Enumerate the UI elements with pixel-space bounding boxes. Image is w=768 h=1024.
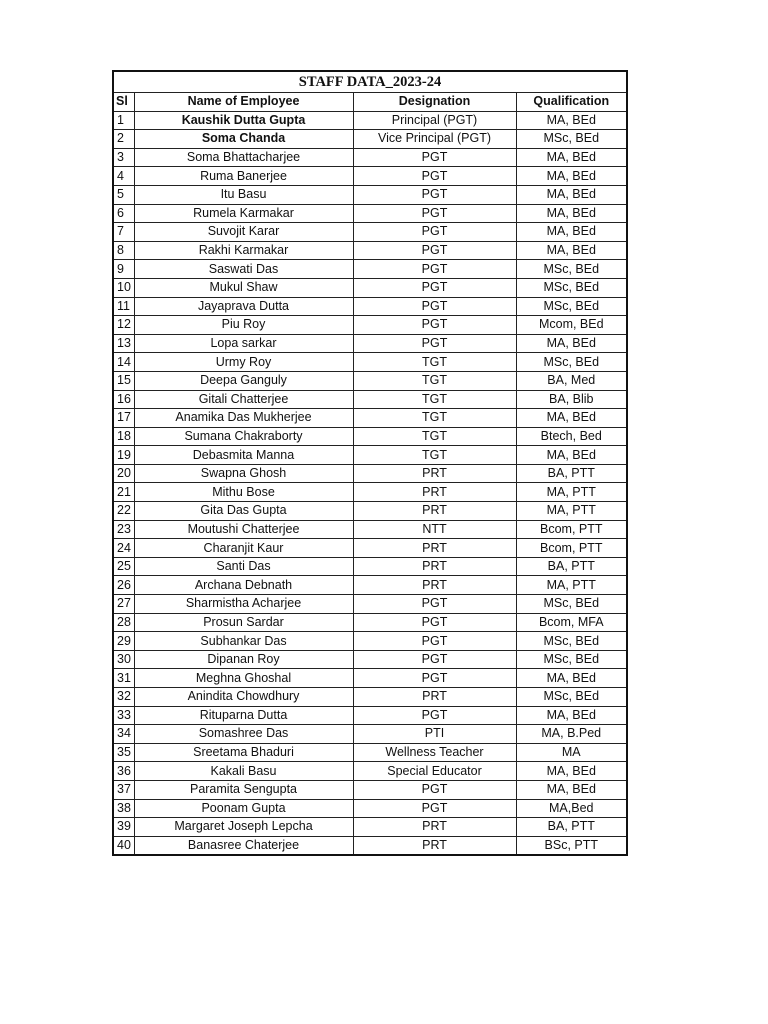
cell-name: Mithu Bose (134, 483, 353, 502)
cell-designation: PGT (353, 185, 516, 204)
cell-sl: 15 (113, 371, 134, 390)
cell-qualification: MA, B.Ped (516, 725, 627, 744)
table-row (113, 557, 627, 576)
cell-designation: PGT (353, 260, 516, 279)
cell-name: Subhankar Das (134, 632, 353, 651)
cell-sl: 36 (113, 762, 134, 781)
cell-name: Santi Das (134, 557, 353, 576)
table-row (113, 427, 627, 446)
cell-qualification: MSc, BEd (516, 595, 627, 614)
table-row (113, 148, 627, 167)
table-row (113, 836, 627, 855)
cell-name: Anamika Das Mukherjee (134, 409, 353, 428)
cell-qualification: BA, PTT (516, 464, 627, 483)
cell-name: Piu Roy (134, 316, 353, 335)
cell-sl: 17 (113, 409, 134, 428)
cell-designation: PGT (353, 799, 516, 818)
cell-name: Rituparna Dutta (134, 706, 353, 725)
cell-designation: PRT (353, 836, 516, 855)
cell-sl: 4 (113, 167, 134, 186)
cell-sl: 26 (113, 576, 134, 595)
table-row (113, 762, 627, 781)
cell-name: Rumela Karmakar (134, 204, 353, 223)
cell-name: Margaret Joseph Lepcha (134, 818, 353, 837)
cell-designation: Vice Principal (PGT) (353, 130, 516, 149)
cell-name: Dipanan Roy (134, 650, 353, 669)
table-row (113, 632, 627, 651)
cell-designation: PRT (353, 502, 516, 521)
cell-qualification: MA, BEd (516, 167, 627, 186)
cell-sl: 25 (113, 557, 134, 576)
cell-sl: 5 (113, 185, 134, 204)
cell-qualification: MSc, BEd (516, 353, 627, 372)
table-row (113, 502, 627, 521)
cell-name: Saswati Das (134, 260, 353, 279)
cell-designation: PRT (353, 688, 516, 707)
cell-sl: 2 (113, 130, 134, 149)
cell-name: Poonam Gupta (134, 799, 353, 818)
cell-name: Sumana Chakraborty (134, 427, 353, 446)
cell-designation: PTI (353, 725, 516, 744)
cell-qualification: MA, BEd (516, 111, 627, 130)
cell-name: Jayaprava Dutta (134, 297, 353, 316)
cell-qualification: Bcom, PTT (516, 520, 627, 539)
cell-name: Mukul Shaw (134, 278, 353, 297)
cell-sl: 38 (113, 799, 134, 818)
cell-name: Banasree Chaterjee (134, 836, 353, 855)
cell-name: Prosun Sardar (134, 613, 353, 632)
table-row (113, 223, 627, 242)
cell-name: Soma Bhattacharjee (134, 148, 353, 167)
table-row (113, 520, 627, 539)
cell-sl: 27 (113, 595, 134, 614)
cell-qualification: MA, BEd (516, 409, 627, 428)
table-row (113, 818, 627, 837)
table-row (113, 539, 627, 558)
cell-designation: TGT (353, 353, 516, 372)
header-designation: Designation (353, 93, 516, 112)
cell-name: Soma Chanda (134, 130, 353, 149)
cell-qualification: MSc, BEd (516, 297, 627, 316)
cell-sl: 7 (113, 223, 134, 242)
cell-qualification: MA (516, 743, 627, 762)
cell-designation: TGT (353, 390, 516, 409)
table-row (113, 743, 627, 762)
cell-sl: 28 (113, 613, 134, 632)
cell-name: Urmy Roy (134, 353, 353, 372)
cell-designation: PGT (353, 278, 516, 297)
cell-qualification: MA, BEd (516, 148, 627, 167)
cell-qualification: MA, BEd (516, 204, 627, 223)
staff-data-sheet (112, 70, 626, 856)
cell-qualification: BA, PTT (516, 818, 627, 837)
table-row (113, 650, 627, 669)
table-row (113, 576, 627, 595)
cell-sl: 9 (113, 260, 134, 279)
cell-designation: Special Educator (353, 762, 516, 781)
cell-qualification: MA, BEd (516, 780, 627, 799)
cell-qualification: MA, BEd (516, 446, 627, 465)
header-name: Name of Employee (134, 93, 353, 112)
cell-name: Kaushik Dutta Gupta (134, 111, 353, 130)
cell-name: Sreetama Bhaduri (134, 743, 353, 762)
cell-designation: TGT (353, 371, 516, 390)
cell-name: Moutushi Chatterjee (134, 520, 353, 539)
table-row (113, 353, 627, 372)
cell-qualification: MA, BEd (516, 706, 627, 725)
table-header-row (113, 93, 627, 112)
cell-designation: PRT (353, 483, 516, 502)
cell-sl: 39 (113, 818, 134, 837)
cell-qualification: Mcom, BEd (516, 316, 627, 335)
cell-designation: PGT (353, 241, 516, 260)
cell-sl: 11 (113, 297, 134, 316)
cell-designation: PGT (353, 669, 516, 688)
cell-sl: 30 (113, 650, 134, 669)
cell-sl: 29 (113, 632, 134, 651)
cell-name: Meghna Ghoshal (134, 669, 353, 688)
cell-qualification: MA, BEd (516, 185, 627, 204)
cell-qualification: MSc, BEd (516, 688, 627, 707)
header-qualification: Qualification (516, 93, 627, 112)
cell-designation: TGT (353, 427, 516, 446)
cell-qualification: MA, PTT (516, 483, 627, 502)
table-row (113, 185, 627, 204)
table-row (113, 278, 627, 297)
cell-sl: 1 (113, 111, 134, 130)
cell-name: Lopa sarkar (134, 334, 353, 353)
cell-sl: 34 (113, 725, 134, 744)
cell-qualification: MA, BEd (516, 223, 627, 242)
cell-designation: PGT (353, 297, 516, 316)
cell-designation: PGT (353, 223, 516, 242)
cell-sl: 33 (113, 706, 134, 725)
cell-name: Kakali Basu (134, 762, 353, 781)
cell-name: Suvojit Karar (134, 223, 353, 242)
table-row (113, 130, 627, 149)
cell-qualification: MSc, BEd (516, 278, 627, 297)
table-row (113, 204, 627, 223)
table-row (113, 241, 627, 260)
cell-name: Archana Debnath (134, 576, 353, 595)
cell-designation: Wellness Teacher (353, 743, 516, 762)
cell-name: Anindita Chowdhury (134, 688, 353, 707)
table-row (113, 780, 627, 799)
cell-sl: 19 (113, 446, 134, 465)
cell-qualification: MSc, BEd (516, 260, 627, 279)
cell-qualification: Bcom, PTT (516, 539, 627, 558)
cell-qualification: MSc, BEd (516, 650, 627, 669)
cell-designation: PGT (353, 334, 516, 353)
table-row (113, 316, 627, 335)
cell-designation: PGT (353, 650, 516, 669)
cell-designation: PGT (353, 613, 516, 632)
table-row (113, 260, 627, 279)
cell-name: Somashree Das (134, 725, 353, 744)
cell-sl: 22 (113, 502, 134, 521)
cell-designation: PGT (353, 316, 516, 335)
cell-sl: 20 (113, 464, 134, 483)
cell-designation: PRT (353, 576, 516, 595)
cell-sl: 3 (113, 148, 134, 167)
cell-designation: PRT (353, 557, 516, 576)
cell-designation: PRT (353, 464, 516, 483)
cell-sl: 14 (113, 353, 134, 372)
cell-qualification: BA, Blib (516, 390, 627, 409)
cell-name: Gita Das Gupta (134, 502, 353, 521)
table-row (113, 669, 627, 688)
cell-designation: TGT (353, 409, 516, 428)
cell-designation: PGT (353, 632, 516, 651)
table-row (113, 334, 627, 353)
cell-designation: PGT (353, 148, 516, 167)
cell-sl: 31 (113, 669, 134, 688)
cell-designation: PGT (353, 595, 516, 614)
cell-designation: PGT (353, 204, 516, 223)
cell-qualification: MA, PTT (516, 502, 627, 521)
cell-sl: 16 (113, 390, 134, 409)
cell-name: Swapna Ghosh (134, 464, 353, 483)
cell-designation: NTT (353, 520, 516, 539)
cell-qualification: Btech, Bed (516, 427, 627, 446)
cell-designation: PGT (353, 167, 516, 186)
table-row (113, 613, 627, 632)
table-row (113, 464, 627, 483)
cell-name: Sharmistha Acharjee (134, 595, 353, 614)
cell-qualification: MA, BEd (516, 334, 627, 353)
cell-qualification: MSc, BEd (516, 130, 627, 149)
header-sl: Sl (113, 93, 134, 112)
cell-name: Gitali Chatterjee (134, 390, 353, 409)
cell-sl: 40 (113, 836, 134, 855)
cell-sl: 24 (113, 539, 134, 558)
cell-name: Debasmita Manna (134, 446, 353, 465)
cell-designation: Principal (PGT) (353, 111, 516, 130)
table-row (113, 446, 627, 465)
cell-qualification: BA, PTT (516, 557, 627, 576)
cell-designation: PRT (353, 539, 516, 558)
table-row (113, 595, 627, 614)
table-row (113, 297, 627, 316)
cell-sl: 21 (113, 483, 134, 502)
cell-designation: PGT (353, 780, 516, 799)
table-title: STAFF DATA_2023-24 (113, 71, 627, 93)
cell-qualification: BSc, PTT (516, 836, 627, 855)
cell-sl: 6 (113, 204, 134, 223)
cell-designation: TGT (353, 446, 516, 465)
cell-sl: 10 (113, 278, 134, 297)
cell-qualification: MA,Bed (516, 799, 627, 818)
table-row (113, 799, 627, 818)
cell-name: Rakhi Karmakar (134, 241, 353, 260)
cell-designation: PRT (353, 818, 516, 837)
cell-sl: 23 (113, 520, 134, 539)
table-row (113, 390, 627, 409)
cell-name: Itu Basu (134, 185, 353, 204)
cell-sl: 32 (113, 688, 134, 707)
cell-name: Charanjit Kaur (134, 539, 353, 558)
table-row (113, 409, 627, 428)
staff-table (112, 70, 628, 856)
cell-sl: 37 (113, 780, 134, 799)
table-row (113, 483, 627, 502)
table-row (113, 371, 627, 390)
cell-qualification: MSc, BEd (516, 632, 627, 651)
cell-qualification: MA, BEd (516, 762, 627, 781)
cell-qualification: Bcom, MFA (516, 613, 627, 632)
cell-sl: 8 (113, 241, 134, 260)
cell-name: Ruma Banerjee (134, 167, 353, 186)
table-row (113, 725, 627, 744)
cell-name: Paramita Sengupta (134, 780, 353, 799)
cell-qualification: MA, PTT (516, 576, 627, 595)
cell-sl: 13 (113, 334, 134, 353)
cell-qualification: MA, BEd (516, 669, 627, 688)
table-row (113, 688, 627, 707)
cell-designation: PGT (353, 706, 516, 725)
table-row (113, 706, 627, 725)
cell-qualification: BA, Med (516, 371, 627, 390)
table-row (113, 111, 627, 130)
cell-qualification: MA, BEd (516, 241, 627, 260)
cell-sl: 12 (113, 316, 134, 335)
cell-name: Deepa Ganguly (134, 371, 353, 390)
cell-sl: 35 (113, 743, 134, 762)
table-row (113, 167, 627, 186)
cell-sl: 18 (113, 427, 134, 446)
